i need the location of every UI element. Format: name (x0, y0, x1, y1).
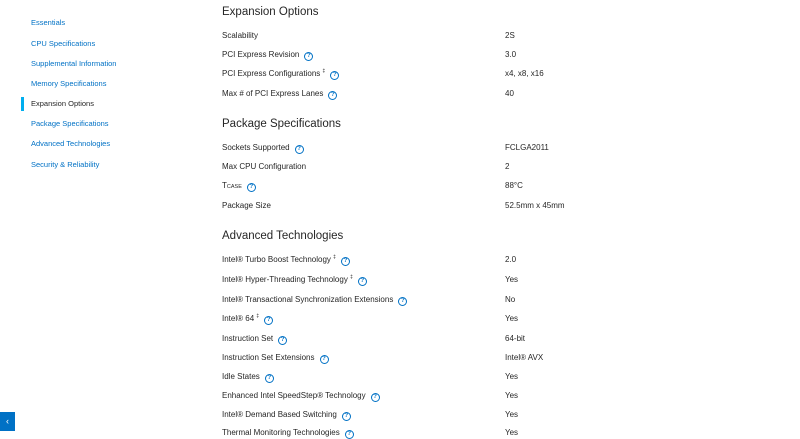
help-icon[interactable]: ? (320, 355, 329, 364)
spec-value-tsx: No (505, 295, 516, 304)
sidebar-item-security-reliability[interactable]: Security & Reliability (31, 160, 100, 169)
spec-label-max-pci-express-lanes: Max # of PCI Express Lanes ? (222, 89, 337, 100)
spec-value-thermal-monitoring: Yes (505, 428, 519, 437)
help-icon[interactable]: ? (304, 52, 313, 61)
spec-value-instruction-set-extensions: Intel® AVX (505, 353, 544, 362)
section-title-package-specifications: Package Specifications (222, 118, 341, 130)
spec-value-idle-states: Yes (505, 372, 519, 381)
spec-label-scalability: Scalability (222, 31, 259, 40)
spec-value-instruction-set: 64-bit (505, 334, 526, 343)
help-icon[interactable]: ? (278, 336, 287, 345)
help-icon[interactable]: ? (398, 297, 407, 306)
spec-label-turbo-boost: Intel® Turbo Boost Technology ‡? (222, 255, 350, 266)
spec-value-pci-express-configurations: x4, x8, x16 (505, 69, 544, 78)
sidebar-nav (0, 0, 200, 434)
help-icon[interactable]: ? (371, 393, 380, 402)
help-icon[interactable]: ? (328, 91, 337, 100)
spec-value-package-size: 52.5mm x 45mm (505, 201, 565, 210)
help-icon[interactable]: ? (265, 374, 274, 383)
spec-value-turbo-boost: 2.0 (505, 255, 517, 264)
spec-label-demand-based-switching: Intel® Demand Based Switching ? (222, 410, 351, 421)
back-button[interactable]: ‹ (0, 412, 15, 431)
spec-label-package-size: Package Size (222, 201, 271, 210)
spec-value-max-cpu-configuration: 2 (505, 162, 510, 171)
sidebar-item-expansion-options[interactable]: Expansion Options (31, 99, 94, 108)
help-icon[interactable]: ? (342, 412, 351, 421)
spec-label-pci-express-revision: PCI Express Revision ? (222, 50, 313, 61)
sidebar-item-advanced-technologies[interactable]: Advanced Technologies (31, 139, 111, 148)
spec-value-pci-express-revision: 3.0 (505, 50, 517, 59)
help-icon[interactable]: ? (247, 183, 256, 192)
spec-value-scalability: 2S (505, 31, 515, 40)
help-icon[interactable]: ? (358, 277, 367, 286)
spec-label-sockets-supported: Sockets Supported ? (222, 143, 304, 154)
help-icon[interactable]: ? (330, 71, 339, 80)
spec-value-max-pci-express-lanes: 40 (505, 89, 514, 98)
spec-label-idle-states: Idle States ? (222, 372, 274, 383)
section-title-expansion-options: Expansion Options (222, 6, 319, 18)
spec-value-tcase: 88°C (505, 181, 523, 190)
spec-value-demand-based-switching: Yes (505, 410, 519, 419)
spec-label-thermal-monitoring: Thermal Monitoring Technologies ? (222, 428, 354, 439)
spec-label-tcase: TCASE ? (222, 181, 256, 192)
sidebar-item-package-specifications[interactable]: Package Specifications (31, 119, 109, 128)
sidebar-item-cpu-specifications[interactable]: CPU Specifications (31, 39, 96, 48)
help-icon[interactable]: ? (295, 145, 304, 154)
spec-value-sockets-supported: FCLGA2011 (505, 143, 549, 152)
sidebar-item-memory-specifications[interactable]: Memory Specifications (31, 79, 107, 88)
help-icon[interactable]: ? (345, 430, 354, 439)
spec-value-intel-64: Yes (505, 314, 519, 323)
active-nav-indicator (21, 97, 24, 111)
sidebar-item-essentials[interactable]: Essentials (31, 18, 66, 27)
spec-value-enhanced-speedstep: Yes (505, 391, 519, 400)
spec-content (222, 0, 800, 437)
section-title-advanced-technologies: Advanced Technologies (222, 230, 344, 242)
spec-label-max-cpu-configuration: Max CPU Configuration (222, 162, 307, 171)
spec-label-intel-64: Intel® 64 ‡? (222, 314, 273, 325)
spec-label-pci-express-configurations: PCI Express Configurations ‡? (222, 69, 339, 80)
spec-label-instruction-set: Instruction Set ? (222, 334, 287, 345)
spec-label-instruction-set-extensions: Instruction Set Extensions ? (222, 353, 329, 364)
help-icon[interactable]: ? (264, 316, 273, 325)
help-icon[interactable]: ? (341, 257, 350, 266)
sidebar-item-supplemental-information[interactable]: Supplemental Information (31, 59, 117, 68)
spec-value-hyper-threading: Yes (505, 275, 519, 284)
spec-label-hyper-threading: Intel® Hyper-Threading Technology ‡? (222, 275, 367, 286)
spec-label-tsx: Intel® Transactional Synchronization Extensions ? (222, 295, 407, 306)
spec-label-enhanced-speedstep: Enhanced Intel SpeedStep® Technology ? (222, 391, 380, 402)
